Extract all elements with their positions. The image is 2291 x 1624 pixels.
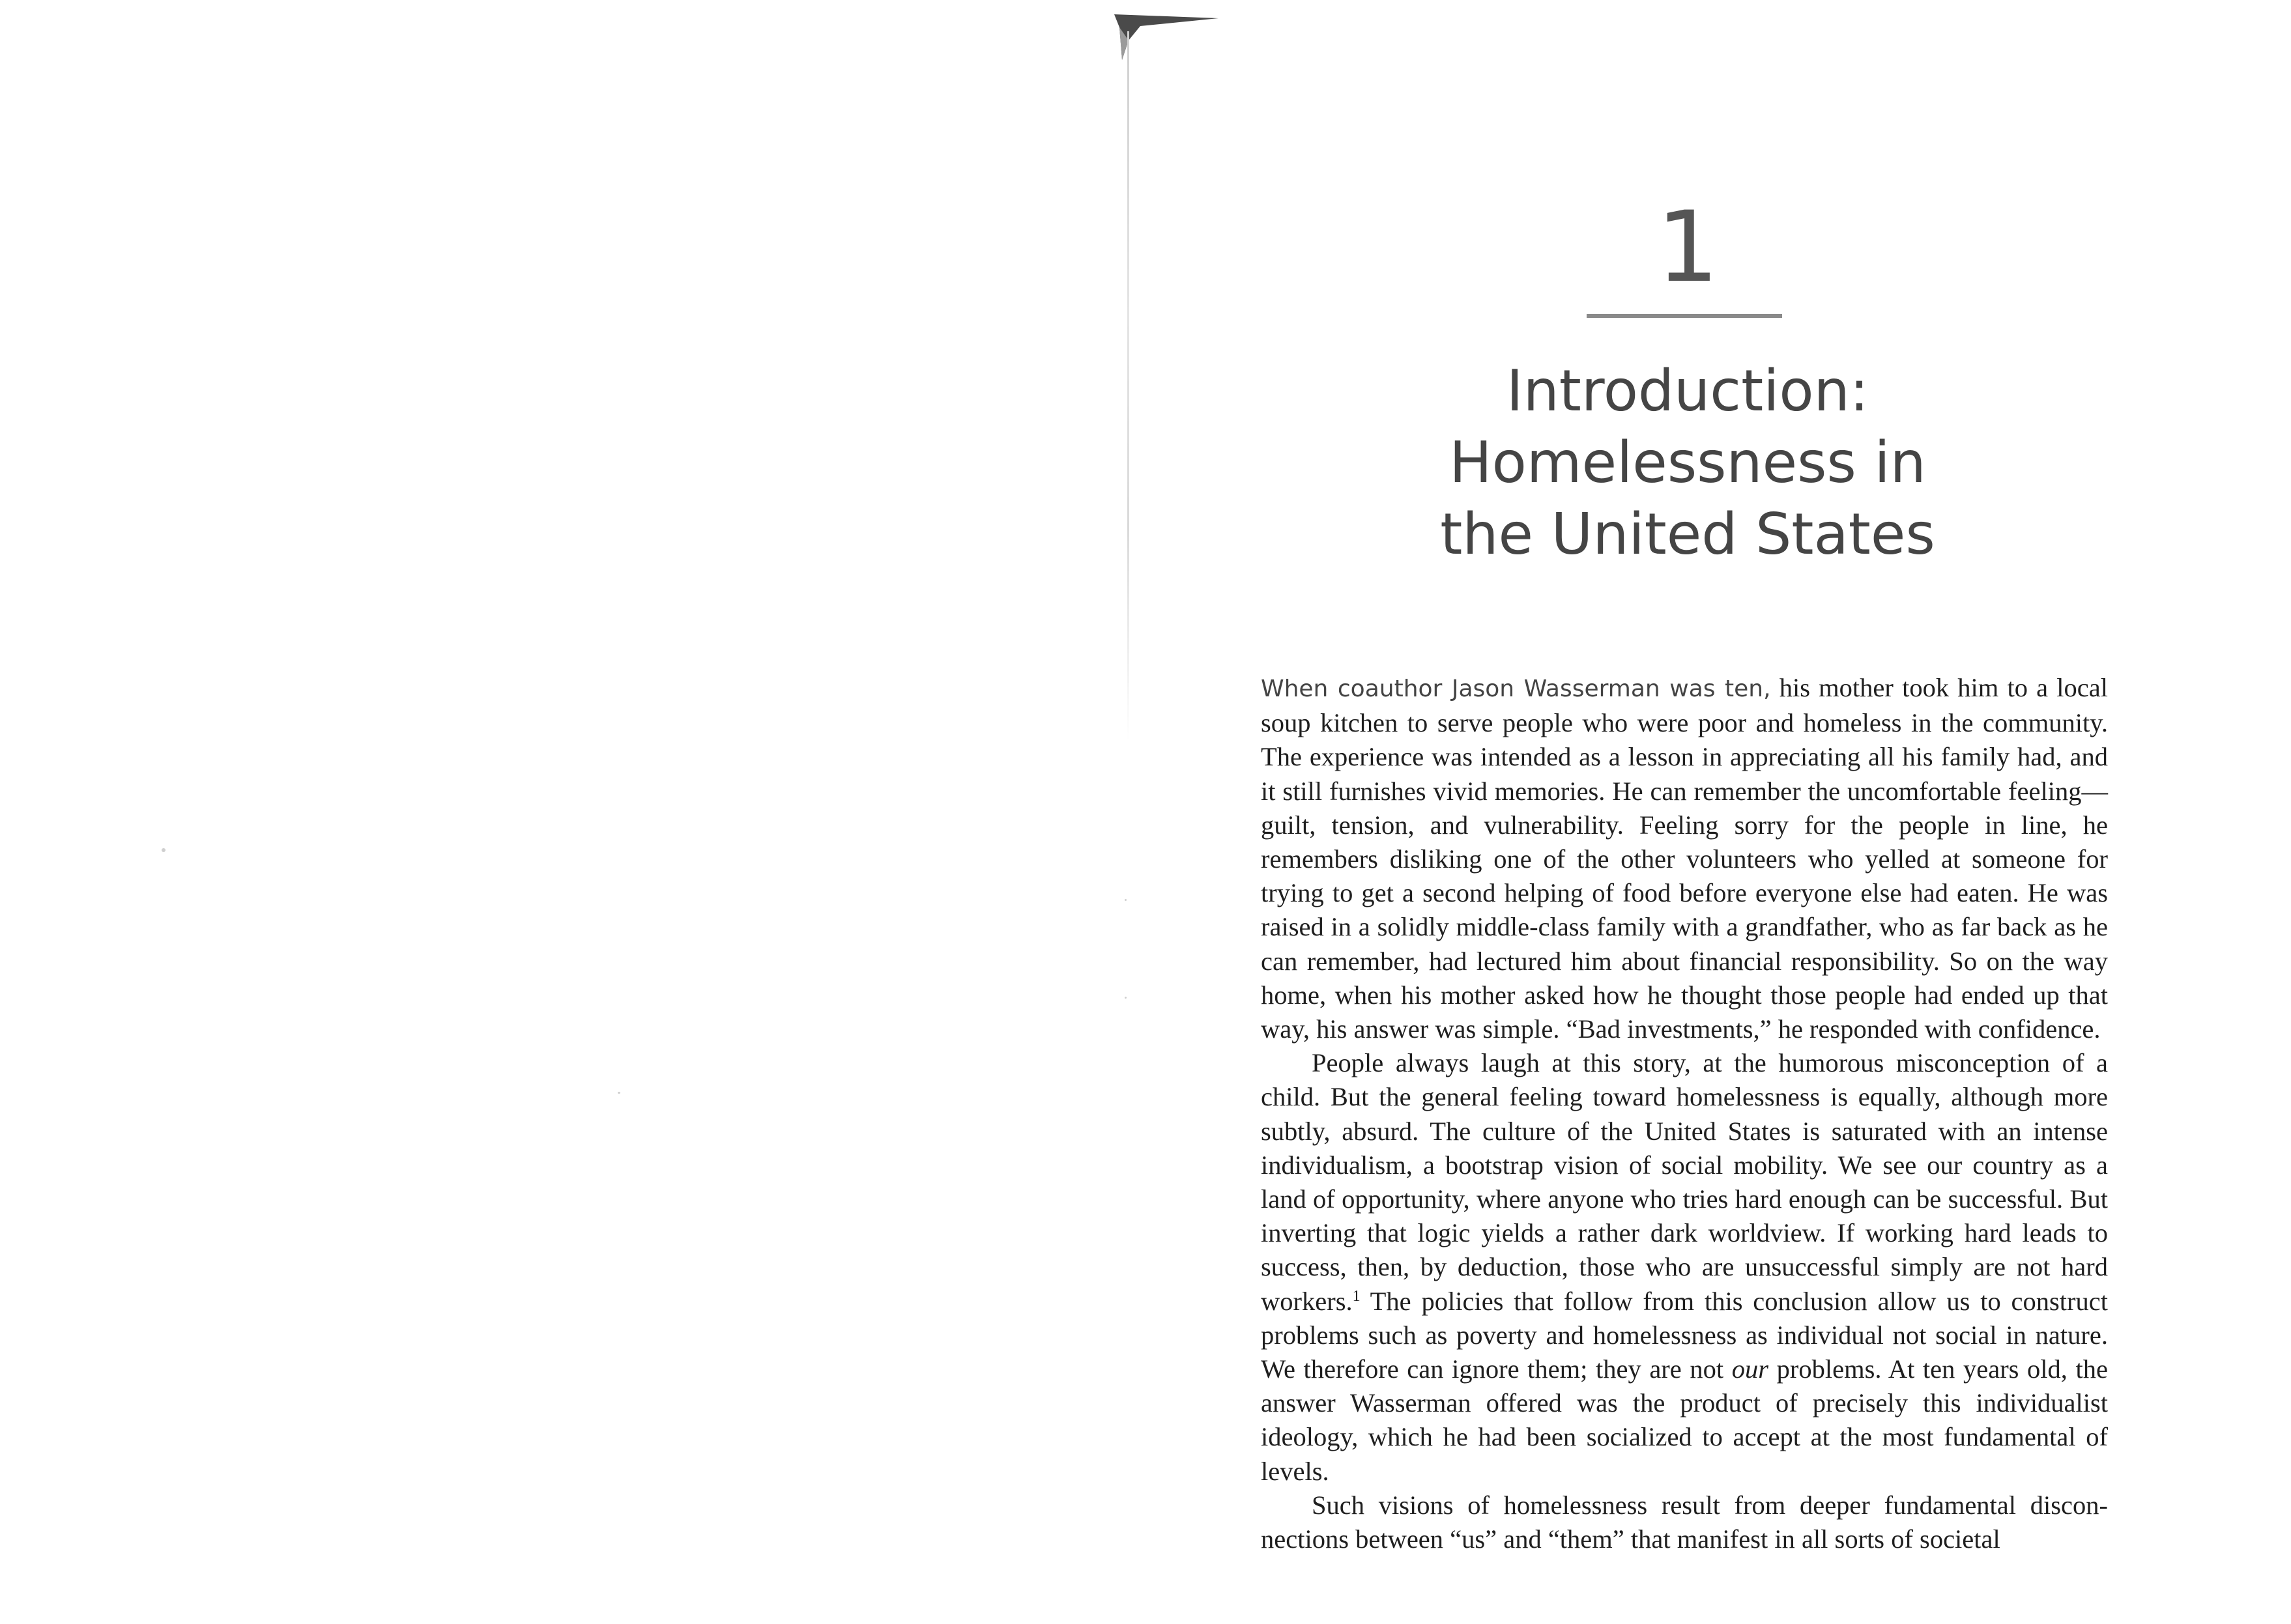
paragraph-2 bbox=[1261, 1046, 2108, 1489]
chapter-title-line-3: the United States bbox=[1440, 501, 1935, 567]
paragraph-2-text-c: problems. At ten years old, the answer Wasserman offered was the product of precisely this individualist ideology, which he had been socialized to accept at the most fundamental of levels. bbox=[1261, 1354, 2109, 1486]
scan-speck bbox=[162, 848, 166, 852]
gutter-shadow-line bbox=[1127, 31, 1129, 741]
scan-speck bbox=[618, 1092, 620, 1094]
lead-in-text: When coauthor Jason Wasserman was ten, bbox=[1261, 676, 1771, 702]
scan-speck bbox=[1125, 997, 1127, 999]
paragraph-2-text-a: People always laugh at this story, at the humorous misconception of a child. But the general feeling toward homelessness is equally, although more subtly, absurd. The culture of the United States is saturated with an intense individualism, a bootstrap vision of social mobility. We see our country as a land of opportunity, where anyone who tries hard enough can be successful. But inverting that logic yields a rather dark worldview. If working hard leads to success, then, by deduction, those who are unsuccessful simply are not hard workers. bbox=[1261, 1048, 2108, 1316]
chapter-title-line-2: Homelessness in bbox=[1449, 429, 1926, 496]
paragraph-1-text: his mother took him to a local soup kitchen to serve people who were poor and homeless in the community. The experience was intended as a lesson in appreciating all his family had, and it still furnishes vivid memories. He can remember the uncomfortable feeling—guilt, tension, and vulnerability. Feeling sorry for the people in line, he remembers disliking one of the other volunteers who yelled at someone for trying to get a second helping of food before everyone else had eaten. He was raised in a solidly middle-class family with a grandfather, who as far back as he can remember, had lectured him about financial responsibility. So on the way home, when his mother asked how he thought those people had ended up that way, his answer was simple. “Bad investments,” he responded with confidence. bbox=[1261, 673, 2109, 1044]
footnote-marker: 1 bbox=[1352, 1287, 1361, 1305]
chapter-number: 1 bbox=[1656, 191, 1719, 304]
paragraph-1 bbox=[1261, 671, 2108, 1046]
emphasis-our: our bbox=[1731, 1354, 1768, 1384]
paragraph-3: Such visions of homelessness result from deeper fundamental disconnections between “us” and “them” that manifest in all sorts of societal bbox=[1261, 1490, 2108, 1554]
body-text bbox=[1261, 671, 2108, 1556]
left-page-blank bbox=[0, 0, 1131, 1624]
paragraph-2-text-b: The policies that follow from this conclusion allow us to construct problems such as poverty and homelessness as individual not social in nature. We therefore can ignore them; they are not bbox=[1261, 1286, 2108, 1384]
scan-speck bbox=[1125, 899, 1127, 901]
chapter-rule bbox=[1587, 314, 1782, 318]
chapter-title bbox=[1329, 355, 2046, 570]
chapter-title-line-1: Introduction: bbox=[1506, 358, 1869, 424]
